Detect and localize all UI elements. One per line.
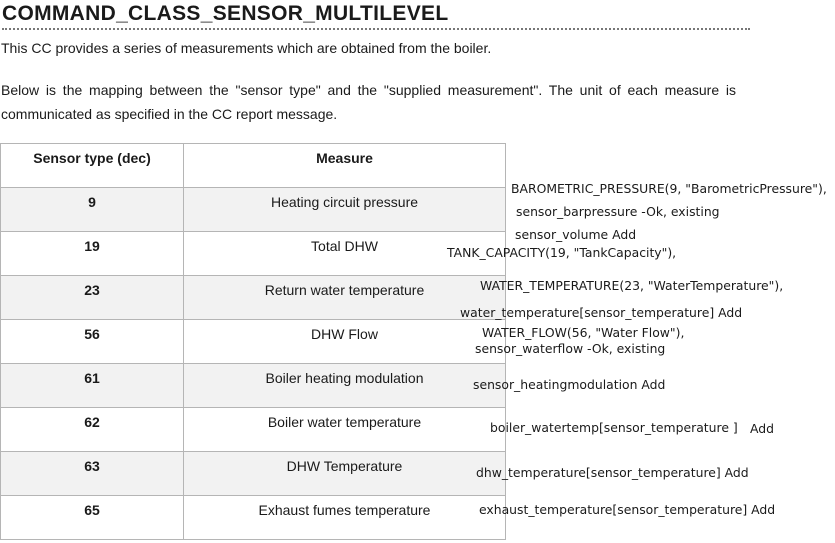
header-sensor-type: Sensor type (dec) xyxy=(1,144,184,188)
measure-cell: DHW Flow xyxy=(184,320,506,364)
table-row xyxy=(1,320,506,364)
annotation-note: Add xyxy=(750,421,774,436)
table-row xyxy=(1,232,506,276)
table-row xyxy=(1,364,506,408)
table-row xyxy=(1,408,506,452)
annotation-note: water_temperature[sensor_temperature] Add xyxy=(460,305,743,320)
annotation-note: sensor_waterflow -Ok, existing xyxy=(475,341,666,356)
sensor-type-cell: 65 xyxy=(1,496,184,540)
annotation-note: sensor_barpressure -Ok, existing xyxy=(516,204,720,219)
measure-cell: DHW Temperature xyxy=(184,452,506,496)
annotation-note: TANK_CAPACITY(19, "TankCapacity"), xyxy=(447,245,677,260)
header-measure: Measure xyxy=(184,144,506,188)
intro-paragraph: This CC provides a series of measurements which are obtained from the boiler. xyxy=(1,40,492,56)
annotation-note: sensor_heatingmodulation Add xyxy=(473,377,666,392)
sensor-mapping-table xyxy=(0,143,506,540)
measure-cell: Exhaust fumes temperature xyxy=(184,496,506,540)
table-row xyxy=(1,188,506,232)
measure-cell: Boiler water temperature xyxy=(184,408,506,452)
measure-cell: Total DHW xyxy=(184,232,506,276)
annotation-note: WATER_FLOW(56, "Water Flow"), xyxy=(482,325,685,340)
sensor-type-cell: 19 xyxy=(1,232,184,276)
table-row xyxy=(1,496,506,540)
annotation-note: sensor_volume Add xyxy=(515,227,637,242)
annotation-note: BAROMETRIC_PRESSURE(9, "BarometricPressure"), xyxy=(511,181,827,196)
table-header-row xyxy=(1,144,506,188)
sensor-type-cell: 61 xyxy=(1,364,184,408)
table-row xyxy=(1,452,506,496)
sensor-type-cell: 56 xyxy=(1,320,184,364)
section-heading: COMMAND_CLASS_SENSOR_MULTILEVEL xyxy=(2,1,750,30)
sensor-type-cell: 62 xyxy=(1,408,184,452)
annotation-note: WATER_TEMPERATURE(23, "WaterTemperature"), xyxy=(480,278,784,293)
mapping-paragraph: Below is the mapping between the "sensor type" and the "supplied measurement". The unit of each measure is communicated as specified in the CC report message. xyxy=(1,82,736,122)
measure-cell: Return water temperature xyxy=(184,276,506,320)
measure-cell: Boiler heating modulation xyxy=(184,364,506,408)
sensor-type-cell: 9 xyxy=(1,188,184,232)
sensor-type-cell: 63 xyxy=(1,452,184,496)
table-row xyxy=(1,276,506,320)
sensor-type-cell: 23 xyxy=(1,276,184,320)
annotation-note: boiler_watertemp[sensor_temperature ] xyxy=(490,420,738,435)
annotation-note: exhaust_temperature[sensor_temperature] Add xyxy=(479,502,776,517)
annotation-note: dhw_temperature[sensor_temperature] Add xyxy=(476,465,749,480)
measure-cell: Heating circuit pressure xyxy=(184,188,506,232)
